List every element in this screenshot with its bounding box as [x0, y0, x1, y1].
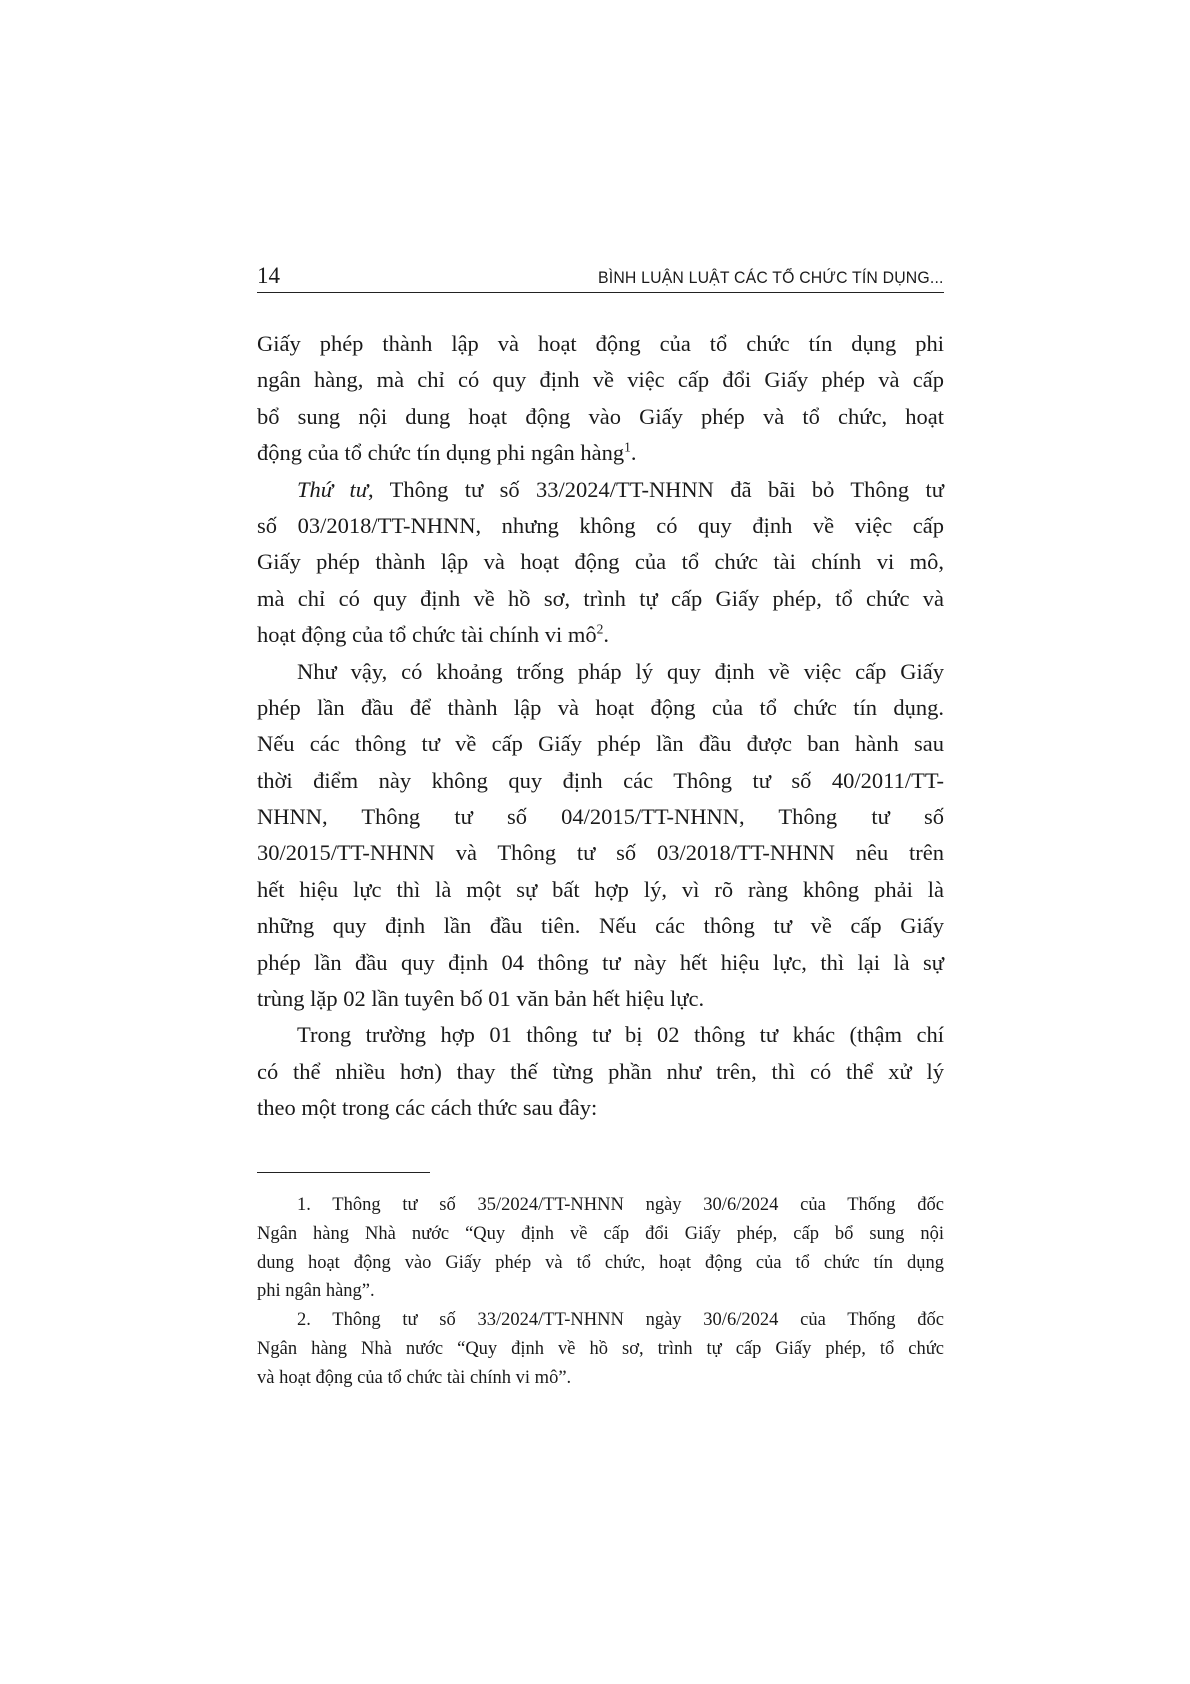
- footnote-line: Ngân hàng Nhà nước “Quy định về hồ sơ, trình tự cấp Giấy phép, tổ chức: [257, 1338, 944, 1359]
- running-title: BÌNH LUẬN LUẬT CÁC TỔ CHỨC TÍN DỤNG...: [598, 268, 944, 287]
- body-line: thời điểm này không quy định các Thông tư số 40/2011/TT-: [257, 767, 944, 793]
- body-line: 30/2015/TT-NHNN và Thông tư số 03/2018/TT-NHNN nêu trên: [257, 840, 944, 866]
- body-line: hoạt động của tổ chức tài chính vi $mô^2$.: [257, 621, 609, 648]
- footnote-paragraph: [257, 1306, 944, 1392]
- body-line: Như vậy, có khoảng trống pháp lý quy định về việc cấp Giấy: [297, 658, 944, 684]
- body-line: có thể nhiều hơn) thay thế từng phần như trên, thì có thể xử lý: [257, 1058, 944, 1084]
- body-line: Thứ tư, Thông tư số 33/2024/TT-NHNN đã bãi bỏ Thông tư: [297, 476, 944, 502]
- body-line: trùng lặp 02 lần tuyên bố 01 văn bản hết hiệu lực.: [257, 986, 705, 1012]
- body-paragraph: [257, 1017, 944, 1126]
- italic-lead: Thứ tư: [297, 476, 368, 502]
- body-line: số 03/2018/TT-NHNN, nhưng không có quy định về việc cấp: [257, 512, 944, 538]
- running-header: [257, 262, 944, 293]
- body-line: động của tổ chức tín dụng phi ngân hàng$^1$.: [257, 439, 637, 466]
- footnote-line: và hoạt động của tổ chức tài chính vi mô”.: [257, 1367, 572, 1388]
- body-line: Giấy phép thành lập và hoạt động của tổ chức tín dụng phi: [257, 331, 944, 356]
- body-line: hết hiệu lực thì là một sự bất hợp lý, vì rõ ràng không phải là: [257, 876, 944, 902]
- footnote-ref[interactable]: 2: [596, 621, 604, 637]
- footnote-line: phi ngân hàng”.: [257, 1281, 375, 1302]
- body-line: Nếu các thông tư về cấp Giấy phép lần đầu được ban hành sau: [257, 731, 944, 757]
- body-line: Trong trường hợp 01 thông tư bị 02 thông tư khác (thậm chí: [297, 1022, 944, 1048]
- body-line: NHNN, Thông tư số 04/2015/TT-NHNN, Thông tư số: [257, 804, 944, 830]
- footnote-line: Ngân hàng Nhà nước “Quy định về cấp đổi Giấy phép, cấp bổ sung nội: [257, 1223, 944, 1244]
- footnote-ref[interactable]: 1: [624, 439, 631, 455]
- page-number: 14: [257, 263, 280, 288]
- body-line: phép lần đầu để thành lập và hoạt động của tổ chức tín dụng.: [257, 694, 944, 720]
- footnote-line: dung hoạt động vào Giấy phép và tổ chức, hoạt động của tổ chức tín dụng: [257, 1252, 944, 1273]
- body-line: bổ sung nội dung hoạt động vào Giấy phép và tổ chức, hoạt: [257, 403, 944, 429]
- body-line: Giấy phép thành lập và hoạt động của tổ chức tài chính vi mô,: [257, 549, 944, 575]
- body-paragraph: [257, 472, 944, 654]
- footnotes: [257, 1191, 944, 1393]
- body-text: [257, 326, 944, 1127]
- body-paragraph: [257, 326, 944, 472]
- footnote-line: 2. Thông tư số 33/2024/TT-NHNN ngày 30/6/2024 của Thống đốc: [297, 1310, 944, 1331]
- body-line: theo một trong các cách thức sau đây:: [257, 1095, 598, 1121]
- body-line: mà chỉ có quy định về hồ sơ, trình tự cấp Giấy phép, tổ chức và: [257, 585, 944, 611]
- footnote-line: 1. Thông tư số 35/2024/TT-NHNN ngày 30/6/2024 của Thống đốc: [297, 1195, 944, 1215]
- footnote-paragraph: [257, 1191, 944, 1306]
- body-line: phép lần đầu quy định 04 thông tư này hết hiệu lực, thì lại là sự: [257, 949, 944, 975]
- body-line: những quy định lần đầu tiên. Nếu các thông tư về cấp Giấy: [257, 913, 944, 939]
- footnote-separator: [257, 1172, 430, 1173]
- body-paragraph: [257, 654, 944, 1018]
- body-line: ngân hàng, mà chỉ có quy định về việc cấp đổi Giấy phép và cấp: [257, 367, 944, 393]
